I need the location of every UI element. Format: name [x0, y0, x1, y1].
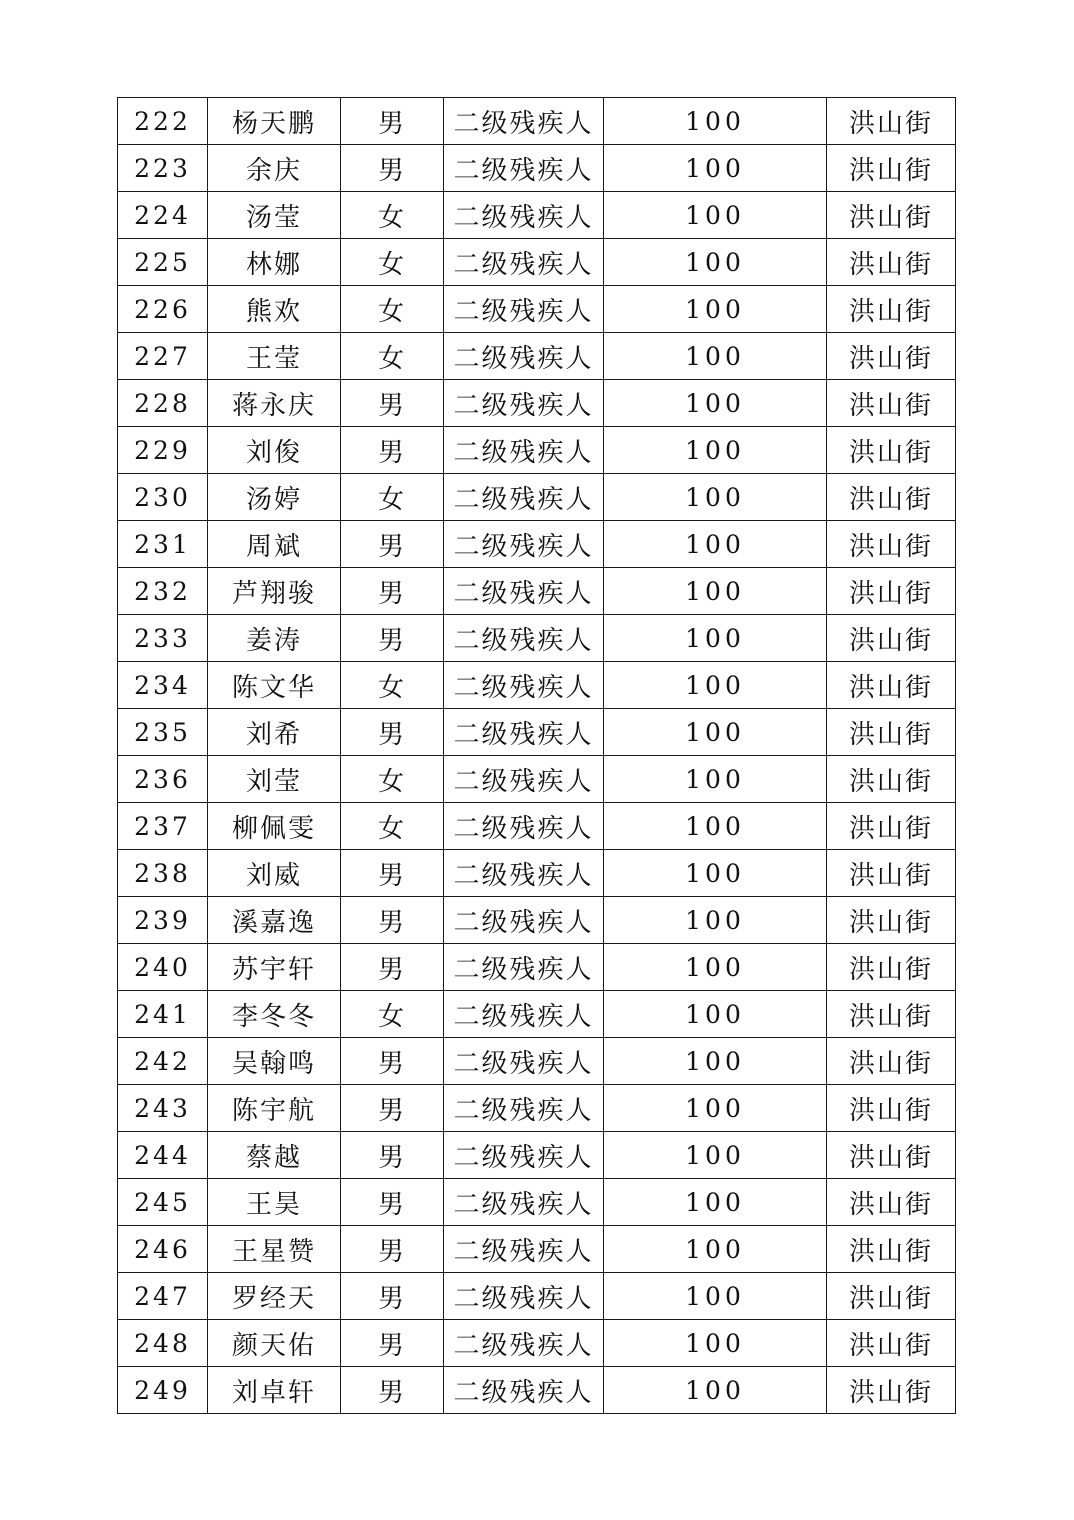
row-number-cell: 244 — [118, 1132, 208, 1179]
amount-cell: 100 — [604, 756, 827, 803]
table-row — [118, 521, 956, 568]
amount-cell: 100 — [604, 1132, 827, 1179]
street-cell: 洪山街 — [827, 1273, 956, 1320]
name-cell: 刘希 — [208, 709, 341, 756]
table-row — [118, 1367, 956, 1414]
amount-cell: 100 — [604, 521, 827, 568]
disability-category-cell: 二级残疾人 — [444, 1038, 604, 1085]
amount-cell: 100 — [604, 615, 827, 662]
row-number-cell: 225 — [118, 239, 208, 286]
table-row — [118, 1273, 956, 1320]
amount-cell: 100 — [604, 145, 827, 192]
street-cell: 洪山街 — [827, 662, 956, 709]
street-cell: 洪山街 — [827, 615, 956, 662]
street-cell: 洪山街 — [827, 1038, 956, 1085]
name-cell: 刘俊 — [208, 427, 341, 474]
amount-cell: 100 — [604, 1273, 827, 1320]
name-cell: 刘卓轩 — [208, 1367, 341, 1414]
table-row — [118, 239, 956, 286]
name-cell: 王昊 — [208, 1179, 341, 1226]
gender-cell: 男 — [341, 1320, 444, 1367]
gender-cell: 男 — [341, 145, 444, 192]
table-row — [118, 568, 956, 615]
street-cell: 洪山街 — [827, 1226, 956, 1273]
amount-cell: 100 — [604, 239, 827, 286]
gender-cell: 女 — [341, 239, 444, 286]
disability-category-cell: 二级残疾人 — [444, 1085, 604, 1132]
disability-category-cell: 二级残疾人 — [444, 756, 604, 803]
row-number-cell: 226 — [118, 286, 208, 333]
table-row — [118, 333, 956, 380]
disability-category-cell: 二级残疾人 — [444, 1273, 604, 1320]
amount-cell: 100 — [604, 98, 827, 145]
row-number-cell: 235 — [118, 709, 208, 756]
amount-cell: 100 — [604, 1367, 827, 1414]
disability-category-cell: 二级残疾人 — [444, 709, 604, 756]
gender-cell: 男 — [341, 1132, 444, 1179]
row-number-cell: 234 — [118, 662, 208, 709]
amount-cell: 100 — [604, 192, 827, 239]
table-row — [118, 1038, 956, 1085]
table-row — [118, 1132, 956, 1179]
row-number-cell: 245 — [118, 1179, 208, 1226]
amount-cell: 100 — [604, 474, 827, 521]
gender-cell: 女 — [341, 333, 444, 380]
row-number-cell: 237 — [118, 803, 208, 850]
gender-cell: 男 — [341, 850, 444, 897]
table-row — [118, 897, 956, 944]
amount-cell: 100 — [604, 850, 827, 897]
gender-cell: 男 — [341, 1038, 444, 1085]
gender-cell: 男 — [341, 1273, 444, 1320]
street-cell: 洪山街 — [827, 709, 956, 756]
gender-cell: 女 — [341, 662, 444, 709]
amount-cell: 100 — [604, 897, 827, 944]
street-cell: 洪山街 — [827, 286, 956, 333]
recipient-table-body — [118, 98, 956, 1414]
table-row — [118, 803, 956, 850]
row-number-cell: 223 — [118, 145, 208, 192]
table-row — [118, 1085, 956, 1132]
gender-cell: 男 — [341, 98, 444, 145]
row-number-cell: 233 — [118, 615, 208, 662]
disability-category-cell: 二级残疾人 — [444, 615, 604, 662]
name-cell: 王星赞 — [208, 1226, 341, 1273]
amount-cell: 100 — [604, 944, 827, 991]
disability-category-cell: 二级残疾人 — [444, 286, 604, 333]
name-cell: 刘威 — [208, 850, 341, 897]
name-cell: 吴翰鸣 — [208, 1038, 341, 1085]
row-number-cell: 232 — [118, 568, 208, 615]
street-cell: 洪山街 — [827, 521, 956, 568]
street-cell: 洪山街 — [827, 850, 956, 897]
name-cell: 周斌 — [208, 521, 341, 568]
street-cell: 洪山街 — [827, 427, 956, 474]
disability-category-cell: 二级残疾人 — [444, 803, 604, 850]
street-cell: 洪山街 — [827, 803, 956, 850]
name-cell: 芦翔骏 — [208, 568, 341, 615]
table-row — [118, 709, 956, 756]
name-cell: 颜天佑 — [208, 1320, 341, 1367]
disability-category-cell: 二级残疾人 — [444, 1179, 604, 1226]
gender-cell: 男 — [341, 709, 444, 756]
recipient-table — [117, 97, 956, 1414]
name-cell: 苏宇轩 — [208, 944, 341, 991]
name-cell: 汤婷 — [208, 474, 341, 521]
name-cell: 刘莹 — [208, 756, 341, 803]
gender-cell: 男 — [341, 897, 444, 944]
name-cell: 罗经天 — [208, 1273, 341, 1320]
name-cell: 姜涛 — [208, 615, 341, 662]
amount-cell: 100 — [604, 286, 827, 333]
disability-category-cell: 二级残疾人 — [444, 897, 604, 944]
disability-category-cell: 二级残疾人 — [444, 1132, 604, 1179]
amount-cell: 100 — [604, 1226, 827, 1273]
gender-cell: 女 — [341, 756, 444, 803]
street-cell: 洪山街 — [827, 239, 956, 286]
amount-cell: 100 — [604, 380, 827, 427]
street-cell: 洪山街 — [827, 98, 956, 145]
row-number-cell: 229 — [118, 427, 208, 474]
gender-cell: 女 — [341, 192, 444, 239]
amount-cell: 100 — [604, 1320, 827, 1367]
street-cell: 洪山街 — [827, 1367, 956, 1414]
gender-cell: 男 — [341, 1367, 444, 1414]
table-row — [118, 1179, 956, 1226]
disability-category-cell: 二级残疾人 — [444, 239, 604, 286]
table-row — [118, 380, 956, 427]
street-cell: 洪山街 — [827, 756, 956, 803]
street-cell: 洪山街 — [827, 1320, 956, 1367]
table-row — [118, 615, 956, 662]
amount-cell: 100 — [604, 1085, 827, 1132]
table-row — [118, 944, 956, 991]
gender-cell: 女 — [341, 991, 444, 1038]
table-row — [118, 98, 956, 145]
table-row — [118, 474, 956, 521]
name-cell: 熊欢 — [208, 286, 341, 333]
amount-cell: 100 — [604, 333, 827, 380]
row-number-cell: 242 — [118, 1038, 208, 1085]
table-row — [118, 662, 956, 709]
disability-category-cell: 二级残疾人 — [444, 1226, 604, 1273]
table-row — [118, 192, 956, 239]
gender-cell: 男 — [341, 1179, 444, 1226]
name-cell: 汤莹 — [208, 192, 341, 239]
street-cell: 洪山街 — [827, 380, 956, 427]
name-cell: 王莹 — [208, 333, 341, 380]
amount-cell: 100 — [604, 991, 827, 1038]
street-cell: 洪山街 — [827, 1179, 956, 1226]
street-cell: 洪山街 — [827, 1132, 956, 1179]
gender-cell: 男 — [341, 568, 444, 615]
gender-cell: 男 — [341, 1085, 444, 1132]
row-number-cell: 238 — [118, 850, 208, 897]
street-cell: 洪山街 — [827, 192, 956, 239]
gender-cell: 男 — [341, 427, 444, 474]
gender-cell: 男 — [341, 615, 444, 662]
row-number-cell: 243 — [118, 1085, 208, 1132]
table-row — [118, 991, 956, 1038]
table-row — [118, 1226, 956, 1273]
row-number-cell: 236 — [118, 756, 208, 803]
disability-category-cell: 二级残疾人 — [444, 474, 604, 521]
street-cell: 洪山街 — [827, 991, 956, 1038]
gender-cell: 女 — [341, 803, 444, 850]
amount-cell: 100 — [604, 1038, 827, 1085]
disability-category-cell: 二级残疾人 — [444, 145, 604, 192]
name-cell: 蔡越 — [208, 1132, 341, 1179]
amount-cell: 100 — [604, 803, 827, 850]
name-cell: 柳佩雯 — [208, 803, 341, 850]
row-number-cell: 246 — [118, 1226, 208, 1273]
gender-cell: 男 — [341, 521, 444, 568]
disability-category-cell: 二级残疾人 — [444, 98, 604, 145]
row-number-cell: 240 — [118, 944, 208, 991]
table-row — [118, 1320, 956, 1367]
disability-category-cell: 二级残疾人 — [444, 850, 604, 897]
disability-category-cell: 二级残疾人 — [444, 1320, 604, 1367]
name-cell: 李冬冬 — [208, 991, 341, 1038]
table-row — [118, 850, 956, 897]
disability-category-cell: 二级残疾人 — [444, 192, 604, 239]
row-number-cell: 227 — [118, 333, 208, 380]
table-row — [118, 286, 956, 333]
disability-category-cell: 二级残疾人 — [444, 427, 604, 474]
table-row — [118, 145, 956, 192]
row-number-cell: 239 — [118, 897, 208, 944]
gender-cell: 女 — [341, 286, 444, 333]
street-cell: 洪山街 — [827, 944, 956, 991]
gender-cell: 女 — [341, 474, 444, 521]
amount-cell: 100 — [604, 1179, 827, 1226]
disability-category-cell: 二级残疾人 — [444, 991, 604, 1038]
disability-category-cell: 二级残疾人 — [444, 1367, 604, 1414]
disability-category-cell: 二级残疾人 — [444, 568, 604, 615]
disability-category-cell: 二级残疾人 — [444, 333, 604, 380]
row-number-cell: 247 — [118, 1273, 208, 1320]
name-cell: 杨天鹏 — [208, 98, 341, 145]
gender-cell: 男 — [341, 380, 444, 427]
gender-cell: 男 — [341, 944, 444, 991]
amount-cell: 100 — [604, 662, 827, 709]
street-cell: 洪山街 — [827, 568, 956, 615]
row-number-cell: 248 — [118, 1320, 208, 1367]
row-number-cell: 249 — [118, 1367, 208, 1414]
street-cell: 洪山街 — [827, 897, 956, 944]
gender-cell: 男 — [341, 1226, 444, 1273]
name-cell: 溪嘉逸 — [208, 897, 341, 944]
disability-category-cell: 二级残疾人 — [444, 944, 604, 991]
table-row — [118, 756, 956, 803]
disability-category-cell: 二级残疾人 — [444, 521, 604, 568]
amount-cell: 100 — [604, 427, 827, 474]
disability-category-cell: 二级残疾人 — [444, 380, 604, 427]
amount-cell: 100 — [604, 709, 827, 756]
row-number-cell: 231 — [118, 521, 208, 568]
row-number-cell: 222 — [118, 98, 208, 145]
row-number-cell: 224 — [118, 192, 208, 239]
disability-category-cell: 二级残疾人 — [444, 662, 604, 709]
name-cell: 陈宇航 — [208, 1085, 341, 1132]
name-cell: 余庆 — [208, 145, 341, 192]
street-cell: 洪山街 — [827, 333, 956, 380]
row-number-cell: 230 — [118, 474, 208, 521]
row-number-cell: 228 — [118, 380, 208, 427]
street-cell: 洪山街 — [827, 1085, 956, 1132]
name-cell: 蒋永庆 — [208, 380, 341, 427]
amount-cell: 100 — [604, 568, 827, 615]
table-row — [118, 427, 956, 474]
name-cell: 林娜 — [208, 239, 341, 286]
street-cell: 洪山街 — [827, 474, 956, 521]
street-cell: 洪山街 — [827, 145, 956, 192]
row-number-cell: 241 — [118, 991, 208, 1038]
name-cell: 陈文华 — [208, 662, 341, 709]
